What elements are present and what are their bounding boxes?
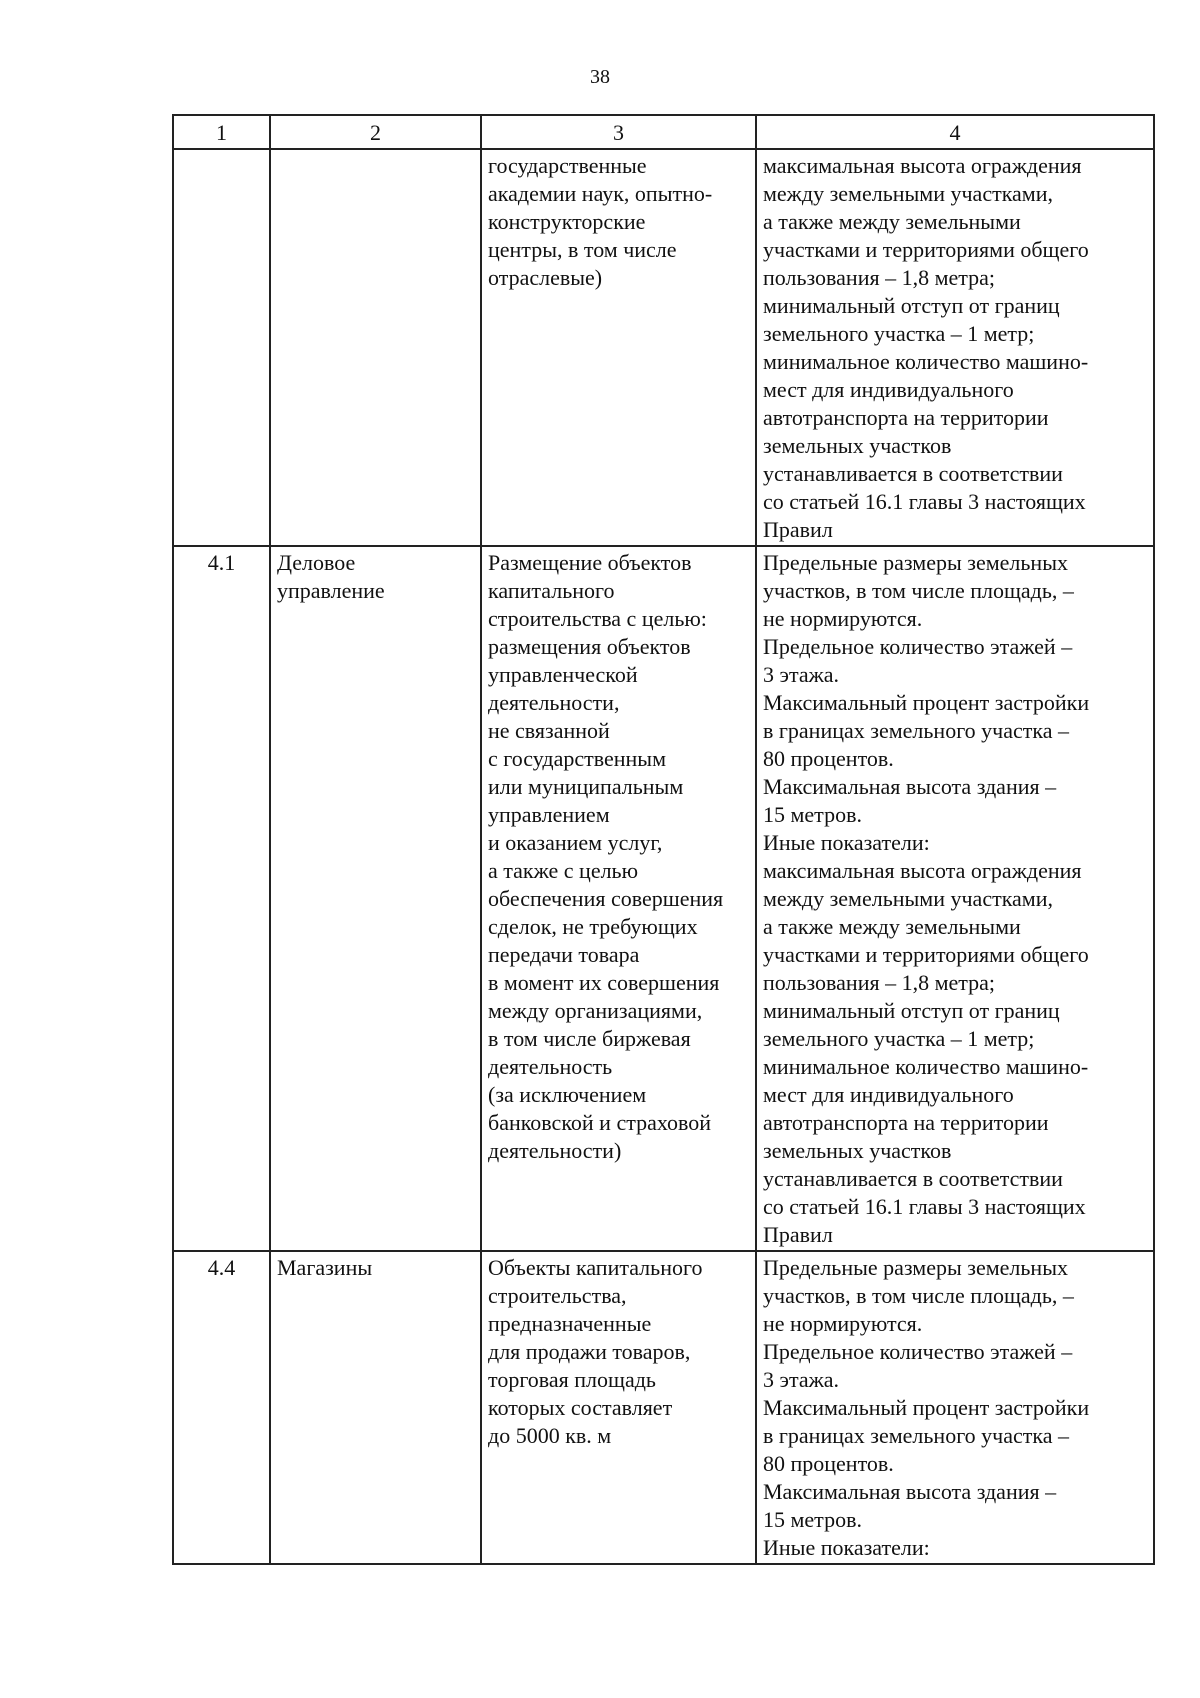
row-code: 4.4 — [173, 1251, 270, 1564]
header-col-2: 2 — [270, 115, 481, 149]
land-use-table — [172, 114, 1155, 1565]
table-row — [173, 1251, 1154, 1564]
row-name — [270, 149, 481, 546]
header-col-1: 1 — [173, 115, 270, 149]
table-header-row — [173, 115, 1154, 149]
header-col-3: 3 — [481, 115, 756, 149]
row-parameters: Предельные размеры земельных участков, в том числе площадь, – не нормируются. Предельное количество этажей – 3 этажа. Максимальный процент застройки в границах земельного участка – 80 процентов. Максимальная высота здания – 15 метров. Иные показатели: максимальная высота ограждения между земельными участками, а также между земельными участками и территориями общего пользования – 1,8 метра; минимальный отступ от границ земельного участка – 1 метр; минимальное количество машино- мест для индивидуального автотранспорта на территории земельных участков устанавливается в соответствии со статьей 16.1 главы 3 настоящих Правил — [756, 546, 1154, 1251]
row-code: 4.1 — [173, 546, 270, 1251]
table-row — [173, 149, 1154, 546]
row-description: Размещение объектов капитального строительства с целью: размещения объектов управленческой деятельности, не связанной с государственным или муниципальным управлением и оказанием услуг, а также с целью обеспечения совершения сделок, не требующих передачи товара в момент их совершения между организациями, в том числе биржевая деятельность (за исключением банковской и страховой деятельности) — [481, 546, 756, 1251]
row-code — [173, 149, 270, 546]
row-description: государственные академии наук, опытно- конструкторские центры, в том числе отраслевые) — [481, 149, 756, 546]
header-col-4: 4 — [756, 115, 1154, 149]
row-parameters: Предельные размеры земельных участков, в том числе площадь, – не нормируются. Предельное количество этажей – 3 этажа. Максимальный процент застройки в границах земельного участка – 80 процентов. Максимальная высота здания – 15 метров. Иные показатели: — [756, 1251, 1154, 1564]
row-parameters: максимальная высота ограждения между земельными участками, а также между земельными участками и территориями общего пользования – 1,8 метра; минимальный отступ от границ земельного участка – 1 метр; минимальное количество машино- мест для индивидуального автотранспорта на территории земельных участков устанавливается в соответствии со статьей 16.1 главы 3 настоящих Правил — [756, 149, 1154, 546]
row-description: Объекты капитального строительства, предназначенные для продажи товаров, торговая площадь которых составляет до 5000 кв. м — [481, 1251, 756, 1564]
row-name: Деловое управление — [270, 546, 481, 1251]
table-row — [173, 546, 1154, 1251]
row-name: Магазины — [270, 1251, 481, 1564]
page-number: 38 — [590, 66, 610, 88]
